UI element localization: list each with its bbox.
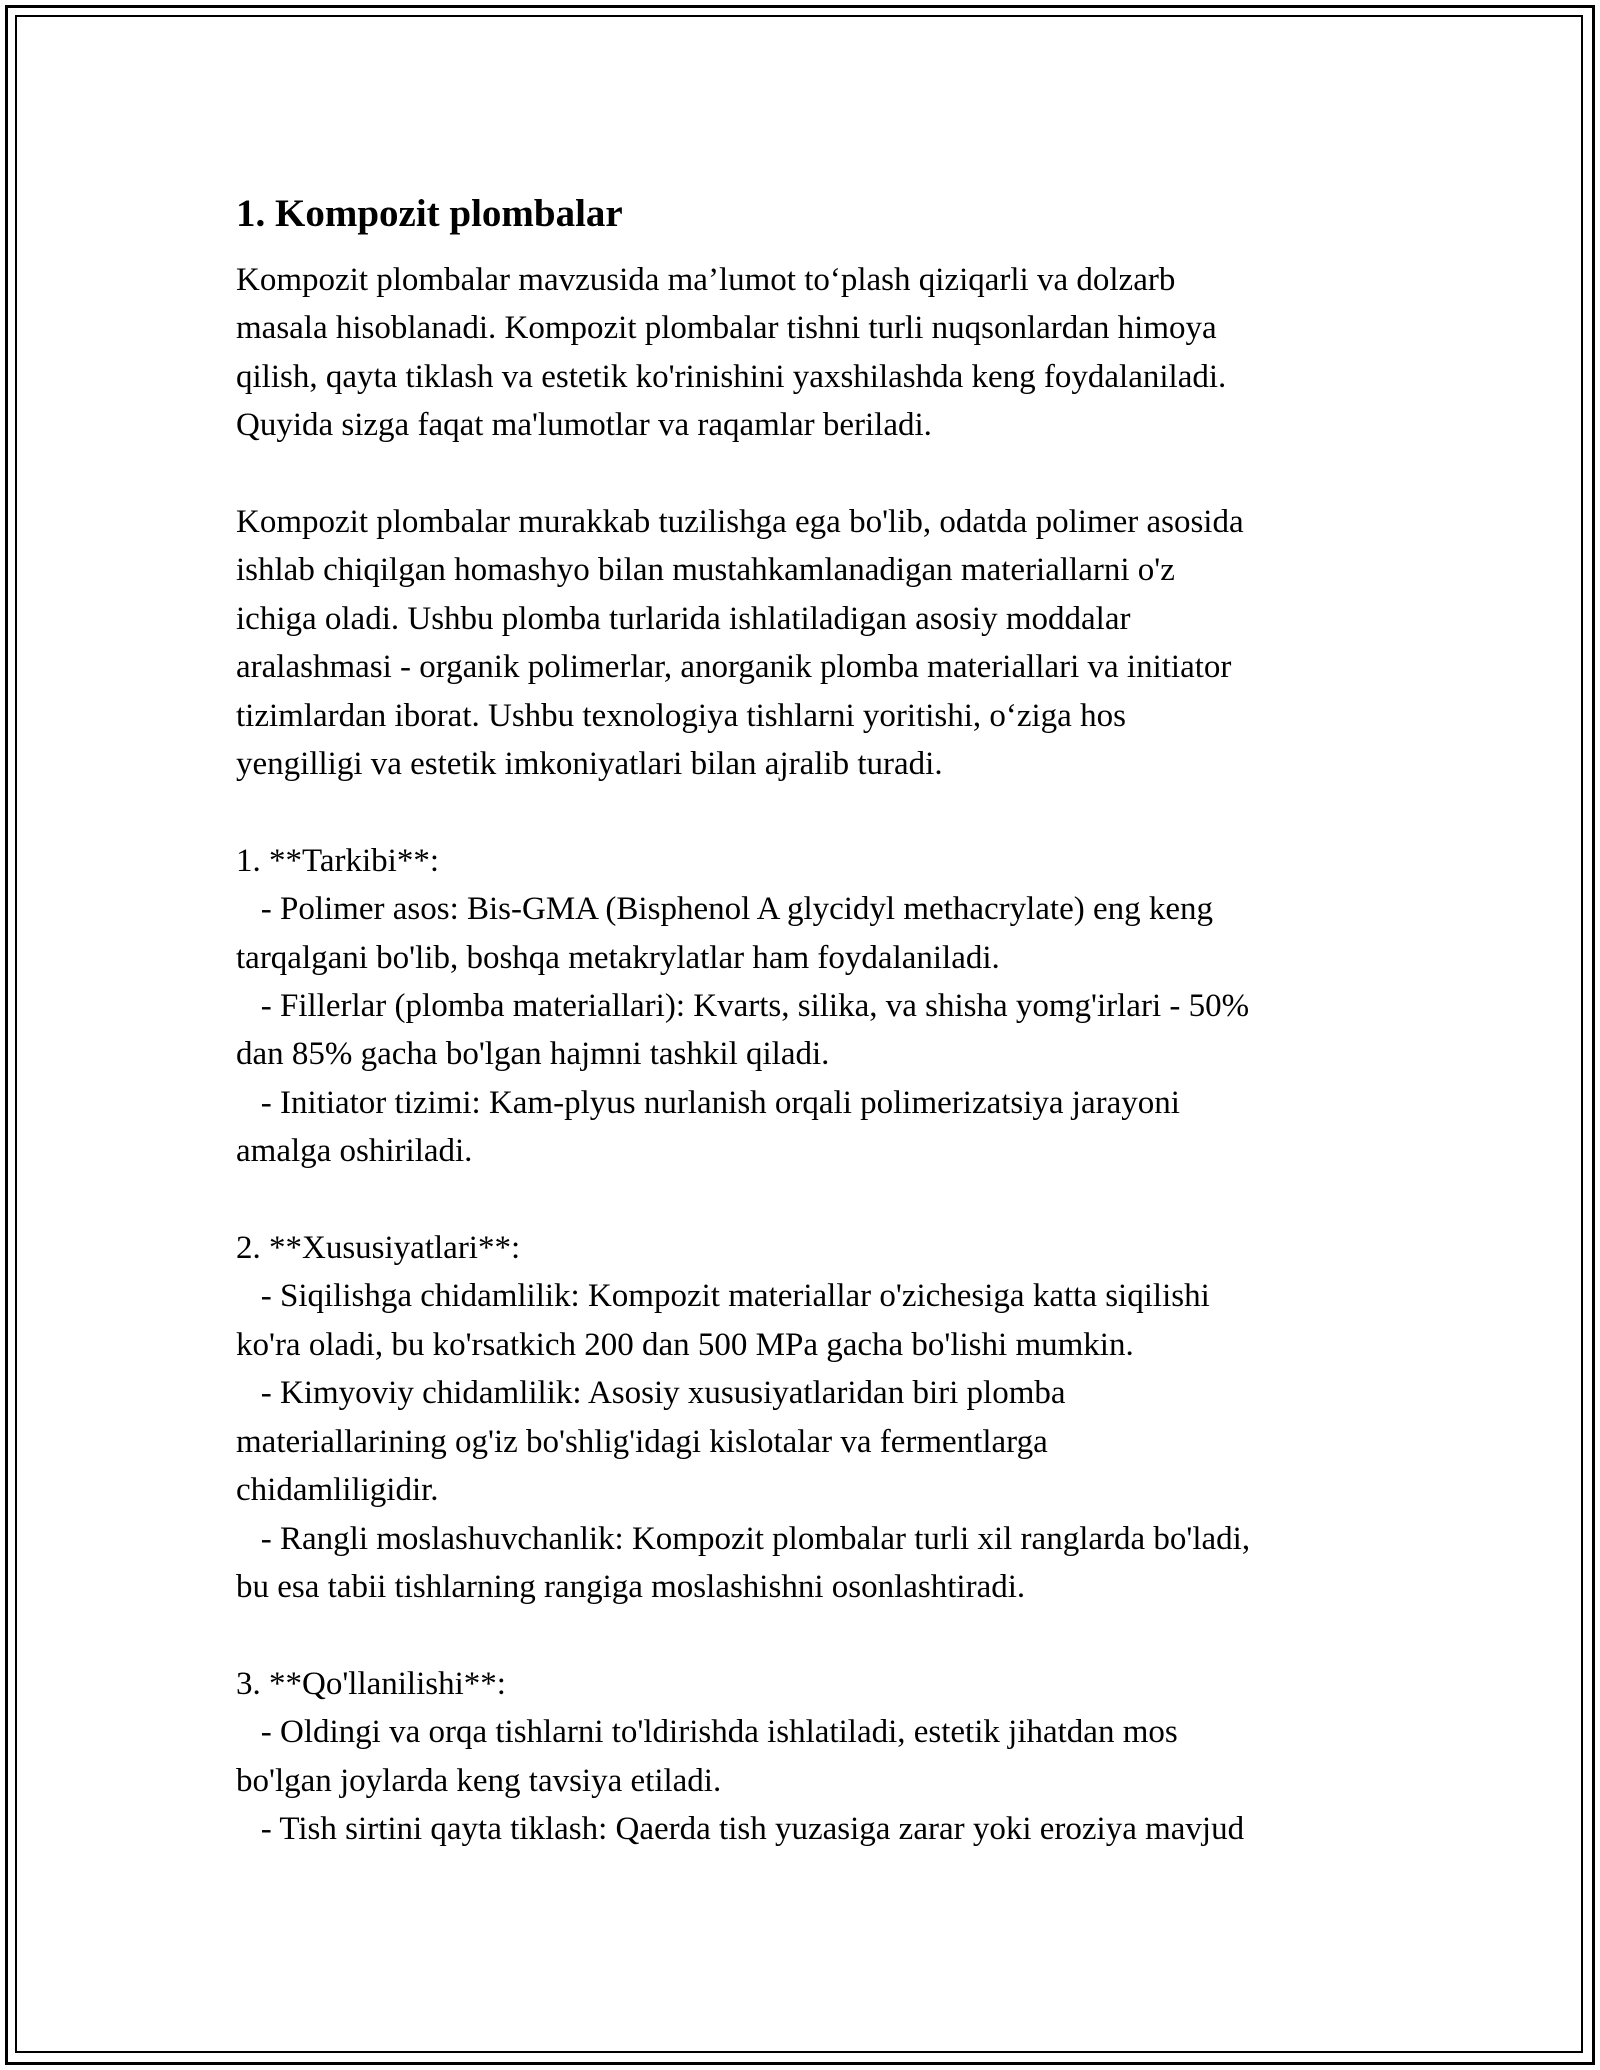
section-title: 2. **Xususiyatlari**:	[236, 1230, 521, 1267]
list-item: - Oldingi va orqa tishlarni to'ldirishda ishlatiladi, estetik jihatdan mos bo'lgan joylarda keng tavsiya etiladi.	[236, 1714, 1178, 1799]
list-item: - Tish sirtini qayta tiklash: Qaerda tish yuzasiga zarar yoki eroziya mavjud	[236, 1810, 1245, 1847]
list-item: - Initiator tizimi: Kam-plyus nurlanish orqali polimerizatsiya jarayoni amalga oshiriladi.	[236, 1084, 1180, 1170]
paragraph-spacer	[236, 1176, 1386, 1224]
section-title: 3. **Qo'llanilishi**:	[236, 1665, 506, 1702]
list-item: - Rangli moslashuvchanlik: Kompozit plombalar turli xil ranglarda bo'ladi, bu esa tabii tishlarning rangiga moslashishni osonlashtiradi.	[236, 1520, 1251, 1605]
composition-paragraph: Kompozit plombalar murakkab tuzilishga ega bo'lib, odatda polimer asosida ishlab chiqilgan homashyo bilan mustahkamlanadigan materiallarni o'z ichiga oladi. Ushbu plomba turlarida ishlatiladigan asosiy moddalar aralashmasi - organik polimerlar, anorganik plomba materiallari va initiator tizimlardan iborat. Ushbu texnologiya tishlarni yoritishi, o‘ziga hos yengilligi va estetik imkoniyatlari bilan ajralib turadi.	[236, 504, 1244, 783]
list-item: - Kimyoviy chidamlilik: Asosiy xususiyatlaridan biri plomba materiallarining og'iz bo'shlig'idagi kislotalar va fermentlarga chidamliligidir.	[236, 1375, 1066, 1509]
section-tarkibi	[236, 837, 1386, 1176]
list-item: - Siqilishga chidamlilik: Kompozit materiallar o'zichesiga katta siqilishi ko'ra oladi, bu ko'rsatkich 200 dan 500 MPa gacha bo'lishi mumkin.	[236, 1278, 1210, 1363]
document-body	[236, 186, 1386, 1853]
list-item: - Polimer asos: Bis-GMA (Bisphenol A glycidyl methacrylate) eng keng tarqalgani bo'lib, boshqa metakrylatlar ham foydalaniladi.	[236, 891, 1214, 976]
document-heading: 1. Kompozit plombalar	[236, 192, 623, 235]
list-item: - Fillerlar (plomba materiallari): Kvarts, silika, va shisha yomg'irlari - 50% dan 85% gacha bo'lgan hajmni tashkil qiladi.	[236, 988, 1250, 1073]
section-title: 1. **Tarkibi**:	[236, 842, 439, 879]
intro-paragraph: Kompozit plombalar mavzusida ma’lumot to‘plash qiziqarli va dolzarb masala hisoblanadi. Kompozit plombalar tishni turli nuqsonlardan himoya qilish, qayta tiklash va estetik ko'rinishini yaxshilashda keng foydalaniladi. Quyida sizga faqat ma'lumotlar va raqamlar beriladi.	[236, 262, 1227, 444]
paragraph-spacer	[236, 450, 1386, 498]
section-qollanilishi	[236, 1660, 1386, 1854]
paragraph-spacer	[236, 1611, 1386, 1659]
paragraph-spacer	[236, 788, 1386, 836]
section-xususiyatlari	[236, 1224, 1386, 1611]
